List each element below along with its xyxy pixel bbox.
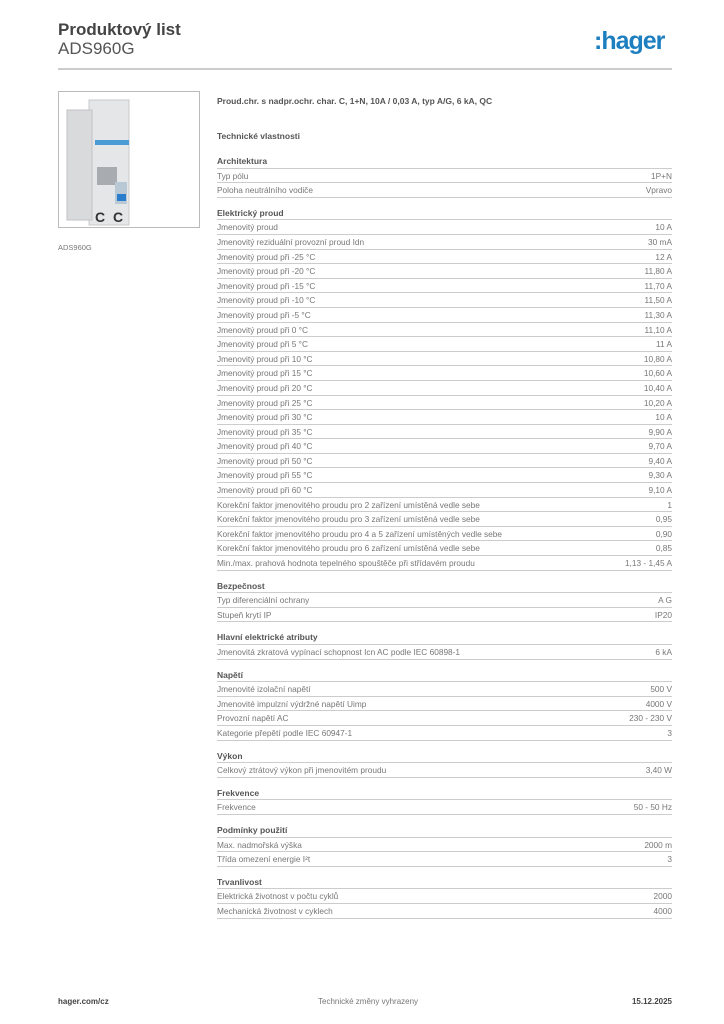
spec-value: 10,60 A <box>643 368 672 379</box>
spec-label: Jmenovitý proud při 25 °C <box>217 397 313 408</box>
spec-row <box>217 425 672 440</box>
spec-value: 9,40 A <box>648 455 672 466</box>
spec-label: Jmenovitá zkratová vypínací schopnost Icn AC podle IEC 60898-1 <box>217 647 461 657</box>
spec-value: 10,80 A <box>643 353 672 364</box>
spec-value: 0,85 <box>655 543 672 554</box>
footer-website[interactable]: hager.com/cz <box>58 997 109 1006</box>
spec-value: 30 mA <box>648 236 672 247</box>
section-title: Architektura <box>217 154 672 169</box>
spec-label: Provozní napětí AC <box>217 713 289 724</box>
spec-value: 0,90 <box>655 528 672 539</box>
spec-row <box>217 381 672 396</box>
spec-value: 2000 m <box>644 839 672 850</box>
spec-label: Jmenovitý proud při -20 °C <box>217 266 316 277</box>
spec-label: Jmenovitý proud při 15 °C <box>217 368 313 379</box>
spec-label: Korekční faktor jmenovitého proudu pro 3 zařízení umístěná vedle sebe <box>217 514 480 525</box>
product-description: Proud.chr. s nadpr.ochr. char. C, 1+N, 10A / 0,03 A, typ A/G, 6 kA, QC <box>217 96 493 106</box>
spec-label: Jmenovitý proud při 10 °C <box>217 353 313 364</box>
spec-value: 11,10 A <box>644 324 672 335</box>
spec-value: 500 V <box>650 684 672 695</box>
spec-row <box>217 593 672 608</box>
page-title: Produktový list <box>58 20 181 39</box>
spec-row <box>217 556 672 571</box>
spec-label: Jmenovitý proud při -15 °C <box>217 280 316 291</box>
spec-value: 11 A <box>656 339 672 350</box>
spec-value: 230 - 230 V <box>629 713 672 724</box>
spec-value: 1P+N <box>651 170 672 181</box>
spec-value: IP20 <box>654 609 672 620</box>
section-title: Bezpečnost <box>217 579 672 594</box>
spec-label: Stupeň krytí IP <box>217 609 272 620</box>
spec-section <box>217 875 672 919</box>
spec-label: Jmenovitý proud <box>217 222 278 233</box>
spec-value: 0,95 <box>655 514 672 525</box>
spec-label: Jmenovitý proud při 30 °C <box>217 412 313 423</box>
spec-label: Třída omezení energie I²t <box>217 854 311 865</box>
spec-row <box>217 527 672 542</box>
spec-row <box>217 264 672 279</box>
svg-text:C: C <box>95 209 106 225</box>
spec-value: 4000 V <box>645 698 672 709</box>
spec-value: 10,20 A <box>643 397 672 408</box>
spec-row <box>217 366 672 381</box>
spec-label: Elektrická životnost v počtu cyklů <box>217 891 339 902</box>
spec-value: 6 kA <box>655 647 672 657</box>
spec-label: Jmenovitý proud při 40 °C <box>217 441 313 452</box>
spec-value: Vpravo <box>645 185 672 196</box>
spec-value: 10 A <box>655 222 672 233</box>
spec-row <box>217 711 672 726</box>
spec-row <box>217 308 672 323</box>
spec-label: Typ diferenciální ochrany <box>217 595 310 606</box>
section-title: Elektrický proud <box>217 206 672 221</box>
hager-logo: :hager <box>594 27 665 55</box>
section-title: Frekvence <box>217 786 672 801</box>
spec-label: Jmenovitý proud při 0 °C <box>217 324 308 335</box>
spec-row <box>217 608 672 623</box>
spec-value: 10 A <box>655 412 672 423</box>
spec-row <box>217 293 672 308</box>
section-title: Hlavní elektrické atributy <box>217 630 672 645</box>
spec-row <box>217 697 672 712</box>
spec-label: Korekční faktor jmenovitého proudu pro 4 a 5 zařízení umístěných vedle sebe <box>217 528 503 539</box>
spec-label: Jmenovitý proud při -25 °C <box>217 251 316 262</box>
spec-value: 3 <box>667 727 672 738</box>
spec-value: 9,10 A <box>648 485 672 496</box>
spec-label: Jmenovitý reziduální provozní proud Idn <box>217 236 365 247</box>
spec-section <box>217 823 672 867</box>
product-code: ADS960G <box>58 39 135 58</box>
spec-value: 1 <box>667 499 672 510</box>
spec-value: 11,50 A <box>644 295 672 306</box>
spec-value: 12 A <box>655 251 672 262</box>
spec-value: 10,40 A <box>643 382 672 393</box>
spec-row <box>217 889 672 904</box>
section-title: Napětí <box>217 668 672 683</box>
spec-row <box>217 169 672 184</box>
spec-row <box>217 838 672 853</box>
spec-label: Typ pólu <box>217 170 249 181</box>
spec-label: Jmenovité impulzní výdržné napětí Uimp <box>217 698 367 709</box>
svg-text:C: C <box>113 209 124 225</box>
spec-value: 2000 <box>653 891 672 902</box>
spec-value: 50 - 50 Hz <box>633 802 672 813</box>
spec-label: Jmenovitý proud při 5 °C <box>217 339 308 350</box>
spec-row <box>217 410 672 425</box>
spec-row <box>217 726 672 741</box>
spec-label: Min./max. prahová hodnota tepelného spouštěče při střídavém proudu <box>217 558 475 569</box>
spec-row <box>217 183 672 198</box>
spec-section <box>217 786 672 815</box>
spec-label: Jmenovitý proud při 35 °C <box>217 426 313 437</box>
spec-row <box>217 512 672 527</box>
section-title: Podmínky použití <box>217 823 672 838</box>
spec-value: 11,80 A <box>644 266 672 277</box>
spec-row <box>217 279 672 294</box>
spec-row <box>217 352 672 367</box>
spec-row <box>217 763 672 778</box>
spec-label: Jmenovitý proud při 60 °C <box>217 485 313 496</box>
spec-label: Jmenovitý proud při -5 °C <box>217 309 311 320</box>
spec-row <box>217 498 672 513</box>
spec-row <box>217 682 672 697</box>
spec-label: Jmenovité izolační napětí <box>217 684 311 695</box>
spec-value: 3 <box>667 854 672 865</box>
spec-row <box>217 468 672 483</box>
spec-value: 1,13 - 1,45 A <box>624 558 672 569</box>
spec-row <box>217 645 672 660</box>
spec-row <box>217 439 672 454</box>
spec-row <box>217 396 672 411</box>
spec-label: Max. nadmořská výška <box>217 839 302 850</box>
spec-label: Jmenovitý proud při 50 °C <box>217 455 313 466</box>
footer-note: Technické změny vyhrazeny <box>318 997 419 1006</box>
spec-label: Poloha neutrálního vodiče <box>217 185 313 196</box>
spec-label: Jmenovitý proud při 20 °C <box>217 382 313 393</box>
spec-row <box>217 323 672 338</box>
spec-row <box>217 250 672 265</box>
spec-row <box>217 483 672 498</box>
spec-value: 9,30 A <box>648 470 672 481</box>
spec-section <box>217 206 672 571</box>
spec-section <box>217 154 672 198</box>
spec-section <box>217 749 672 778</box>
section-title: Trvanlivost <box>217 875 672 890</box>
spec-label: Korekční faktor jmenovitého proudu pro 6 zařízení umístěná vedle sebe <box>217 543 480 554</box>
section-title: Výkon <box>217 749 672 764</box>
image-caption: ADS960G <box>58 243 92 252</box>
spec-row <box>217 454 672 469</box>
spec-label: Frekvence <box>217 802 256 813</box>
spec-label: Mechanická životnost v cyklech <box>217 905 333 916</box>
spec-section <box>217 579 672 623</box>
product-image <box>58 91 200 228</box>
spec-row <box>217 235 672 250</box>
spec-label: Jmenovitý proud při -10 °C <box>217 295 316 306</box>
spec-label: Celkový ztrátový výkon při jmenovitém proudu <box>217 765 387 776</box>
spec-label: Jmenovitý proud při 55 °C <box>217 470 313 481</box>
technical-heading: Technické vlastnosti <box>217 131 300 141</box>
spec-row <box>217 337 672 352</box>
spec-table <box>217 154 672 927</box>
spec-value: 4000 <box>653 905 672 916</box>
spec-row <box>217 800 672 815</box>
spec-label: Korekční faktor jmenovitého proudu pro 2 zařízení umístěná vedle sebe <box>217 499 480 510</box>
spec-value: 3,40 W <box>645 765 672 776</box>
spec-row <box>217 541 672 556</box>
spec-value: 11,70 A <box>644 280 672 291</box>
spec-value: A G <box>658 595 672 606</box>
spec-row <box>217 904 672 919</box>
spec-value: 11,30 A <box>644 309 672 320</box>
header-divider <box>58 68 672 70</box>
footer-date: 15.12.2025 <box>631 997 672 1006</box>
spec-row <box>217 852 672 867</box>
spec-section <box>217 630 672 659</box>
spec-label: Kategorie přepětí podle IEC 60947-1 <box>217 727 353 738</box>
spec-section <box>217 668 672 741</box>
spec-value: 9,70 A <box>648 441 672 452</box>
spec-value: 9,90 A <box>648 426 672 437</box>
spec-row <box>217 220 672 235</box>
